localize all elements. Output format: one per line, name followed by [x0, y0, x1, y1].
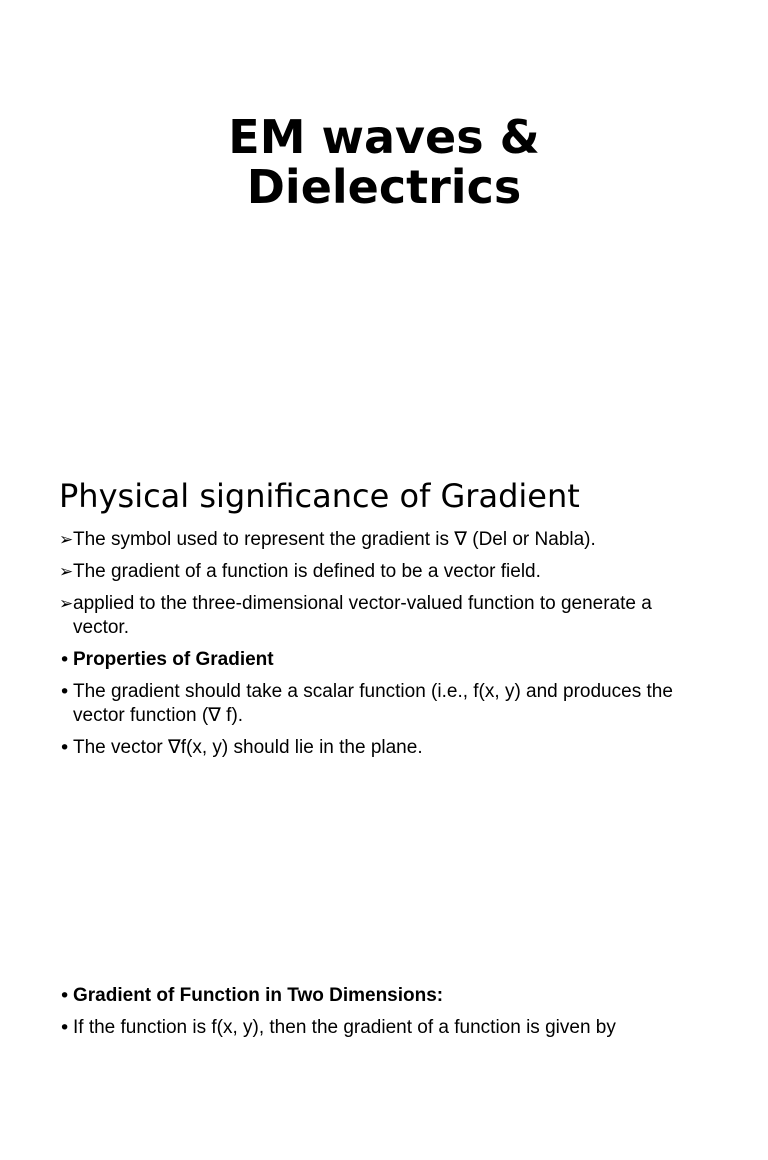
bullet-text: Properties of Gradient — [73, 649, 274, 670]
bullet-text: The symbol used to represent the gradient is ∇ (Del or Nabla). — [73, 529, 596, 550]
arrow-bullet-icon: ➢ — [59, 562, 74, 582]
bullet-text: applied to the three-dimensional vector-valued function to generate a vector. — [73, 593, 652, 638]
title-slide — [0, 0, 768, 432]
slide-title-line-2: Dielectrics — [246, 160, 522, 214]
dot-bullet-icon: • — [59, 681, 71, 703]
bullet-item — [59, 560, 709, 584]
bullet-list — [59, 984, 709, 1048]
bullet-list — [59, 528, 709, 768]
bullet-item — [59, 1016, 709, 1040]
bullet-item — [59, 592, 709, 640]
gradient-slide — [0, 448, 768, 880]
arrow-bullet-icon: ➢ — [59, 594, 74, 614]
dot-bullet-icon: • — [59, 1017, 71, 1039]
bullet-item — [59, 648, 709, 672]
slide-heading: Physical significance of Gradient — [59, 477, 580, 515]
slide-title — [0, 112, 768, 212]
arrow-bullet-icon: ➢ — [59, 530, 74, 550]
bullet-item — [59, 528, 709, 552]
slide-title-line-1: EM waves & — [228, 110, 540, 164]
bullet-text: Gradient of Function in Two Dimensions: — [73, 985, 444, 1006]
bullet-text: The gradient should take a scalar function (i.e., f(x, y) and produces the vector function (∇ f). — [73, 681, 673, 726]
dot-bullet-icon: • — [59, 737, 71, 759]
gradient-2d-slide — [0, 960, 768, 1160]
bullet-text: If the function is f(x, y), then the gradient of a function is given by — [73, 1017, 616, 1038]
bullet-text: The vector ∇f(x, y) should lie in the plane. — [73, 737, 423, 758]
dot-bullet-icon: • — [59, 985, 71, 1007]
bullet-item — [59, 680, 709, 728]
dot-bullet-icon: • — [59, 649, 71, 671]
bullet-item — [59, 984, 709, 1008]
bullet-item — [59, 736, 709, 760]
bullet-text: The gradient of a function is defined to be a vector field. — [73, 561, 541, 582]
